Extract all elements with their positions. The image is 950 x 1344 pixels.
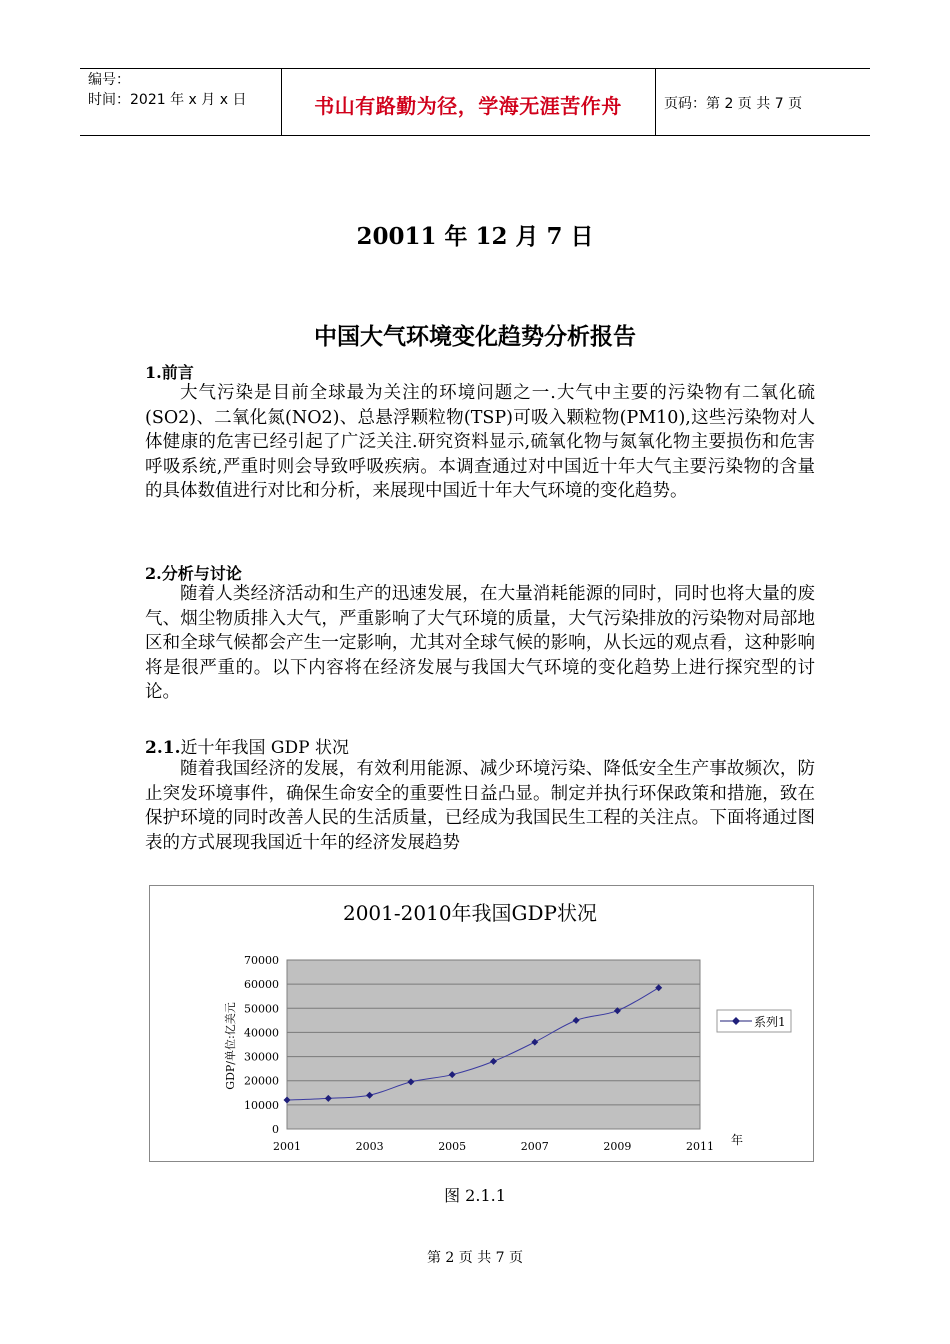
header-divider-right — [655, 68, 656, 135]
y-tick-label: 0 — [272, 1123, 279, 1136]
y-tick-label: 60000 — [244, 978, 279, 992]
y-tick-label: 30000 — [244, 1050, 279, 1064]
header-motto: 书山有路勤为径，学海无涯苦作舟 — [314, 94, 622, 118]
page-footer: 第 2 页 共 7 页 — [426, 1250, 524, 1266]
plot-area — [287, 960, 700, 1129]
page-title: 中国大气环境变化趋势分析报告 — [314, 323, 636, 350]
section-heading-discussion: 2.分析与讨论 — [145, 564, 242, 583]
x-tick-label: 2005 — [438, 1140, 467, 1153]
subsection-title: 近十年我国 GDP 状况 — [180, 738, 349, 758]
chart-frame — [149, 885, 814, 1162]
x-tick-label: 2011 — [686, 1140, 714, 1153]
subsection-number: 2.1. — [145, 738, 181, 758]
figure-caption: 图 2.1.1 — [444, 1186, 506, 1205]
gdp-line-chart — [150, 886, 813, 1161]
header-bottom-rule — [80, 135, 870, 136]
legend — [717, 1010, 791, 1032]
section-text-preface: 大气污染是目前全球最为关注的环境问题之一.大气中主要的污染物有二氧化硫(SO2)、二氧化氮(NO2)、总悬浮颗粒物(TSP)可吸入颗粒物(PM10),这些污染物对人体健康的危害已经引起了广泛关注.研究资料显示,硫氧化物与氮氧化物主要损伤和危害呼吸系统,严重时则会导致呼吸疾病。本调查通过对中国近十年大气主要污染物的含量的具体数值进行对比和分析，来展现中国近十年大气环境的变化趋势。 — [145, 383, 815, 502]
subsection-text: 随着我国经济的发展，有效利用能源、减少环境污染、降低安全生产事故频次，防止突发环境事件，确保生命安全的重要性日益凸显。制定并执行环保政策和措施，致在保护环境的同时改善人民的生活质量，已经成为我国民生工程的关注点。下面将通过图表的方式展现我国近十年的经济发展趋势 — [145, 759, 815, 853]
y-tick-label: 20000 — [244, 1074, 279, 1088]
x-tick-label: 2007 — [520, 1140, 549, 1153]
x-tick-label: 2009 — [603, 1140, 632, 1153]
header-top-rule — [80, 68, 870, 69]
section-heading-preface: 1.前言 — [145, 363, 194, 382]
y-axis-label: GDP/单位:亿美元 — [224, 1002, 237, 1090]
chart-title: 2001-2010年我国GDP状况 — [342, 901, 598, 925]
header-time-label: 时间：2021 年 x 月 x 日 — [88, 92, 247, 108]
header-number-label: 编号： — [88, 72, 130, 88]
y-tick-label: 40000 — [244, 1026, 279, 1040]
subsection-heading — [145, 733, 349, 758]
y-tick-label: 50000 — [244, 1002, 279, 1016]
legend-label: 系列1 — [754, 1015, 786, 1029]
report-date: 20011 年 12 月 7 日 — [356, 223, 594, 250]
x-tick-label: 2001 — [273, 1140, 301, 1153]
x-tick-label: 2003 — [355, 1140, 384, 1153]
y-tick-label: 10000 — [244, 1098, 279, 1112]
section-text-discussion: 随着人类经济活动和生产的迅速发展，在大量消耗能源的同时，同时也将大量的废气、烟尘物质排入大气，严重影响了大气环境的质量，大气污染排放的污染物对局部地区和全球气候都会产生一定影响，尤其对全球气候的影响，从长远的观点看，这种影响将是很严重的。以下内容将在经济发展与我国大气环境的变化趋势上进行探究型的讨论。 — [145, 584, 815, 703]
y-tick-label: 70000 — [244, 954, 279, 967]
header-page-info: 页码：第 2 页 共 7 页 — [664, 96, 803, 112]
x-axis-label: 年 — [731, 1133, 744, 1147]
